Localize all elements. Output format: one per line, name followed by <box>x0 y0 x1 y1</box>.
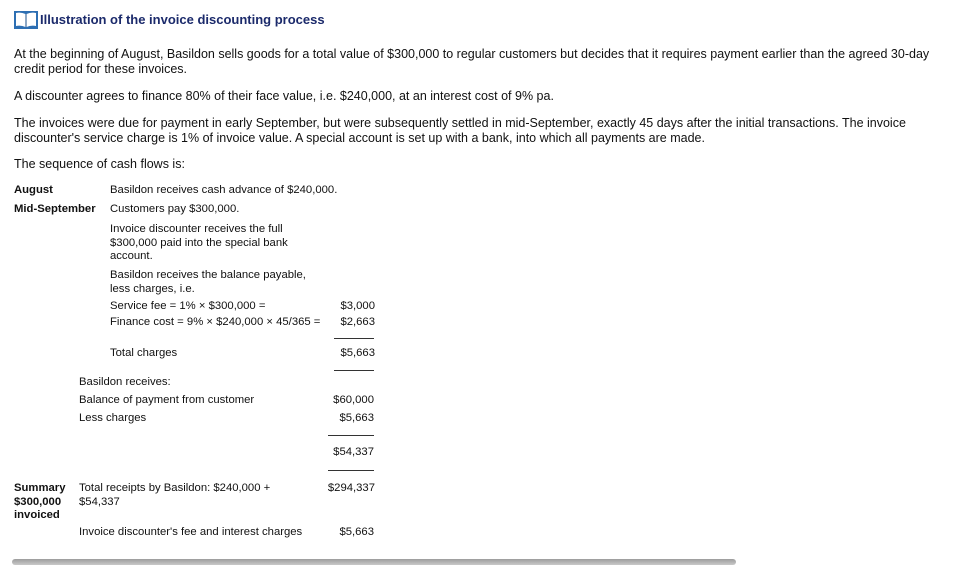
balance-payment-value: $60,000 <box>333 394 374 406</box>
total-receipts-label: Total receipts by Basildon: $240,000 + $54,337 <box>79 482 271 508</box>
balance-payable-text: Basildon receives the balance payable, less charges, i.e. <box>110 269 306 295</box>
settlement-paragraph: The invoices were due for payment in early September, but were subsequently settled in mid-September, exactly 45 days after the initial transactions. The invoice discounter's service charge is 1% of invoice value. A special account is set up with a bank, into which all payments are made. <box>14 116 906 145</box>
mid-september-label: Mid-September <box>14 203 96 215</box>
august-label: August <box>14 184 53 196</box>
cash-flow-intro: The sequence of cash flows is: <box>14 157 185 171</box>
subtotal-rule <box>334 338 374 339</box>
customers-pay-text: Customers pay $300,000. <box>110 203 240 215</box>
balance-payment-label: Balance of payment from customer <box>79 394 255 406</box>
total-rule <box>334 370 374 371</box>
section-title: Illustration of the invoice discounting process <box>40 12 325 27</box>
net-total-rule <box>328 470 374 471</box>
section-header <box>14 10 325 29</box>
intro-paragraph: At the beginning of August, Basildon sells goods for a total value of $300,000 to regular customers but decides that it requires payment earlier than the agreed 30-day credit period for these invoices. <box>14 47 930 76</box>
less-charges-value: $5,663 <box>339 412 374 424</box>
total-charges-value: $5,663 <box>340 347 375 359</box>
discounter-fee-label: Invoice discounter's fee and interest charges <box>79 526 303 538</box>
horizontal-scrollbar[interactable] <box>12 559 736 565</box>
less-charges-label: Less charges <box>79 412 147 424</box>
discounter-receives-text: Invoice discounter receives the full $300,000 paid into the special bank account. <box>110 223 288 262</box>
open-book-icon <box>14 10 38 29</box>
basildon-receives-heading: Basildon receives: <box>79 376 171 388</box>
total-charges-label: Total charges <box>110 347 178 359</box>
net-received-value: $54,337 <box>333 446 374 458</box>
discounter-fee-value: $5,663 <box>339 526 374 538</box>
service-fee-label: Service fee = 1% × $300,000 = <box>110 300 266 312</box>
finance-cost-label: Finance cost = 9% × $240,000 × 45/365 = <box>110 316 321 328</box>
summary-label: Summary $300,000 invoiced <box>14 482 66 521</box>
net-subtotal-rule <box>328 435 374 436</box>
service-fee-value: $3,000 <box>340 300 375 312</box>
total-receipts-value: $294,337 <box>327 482 375 494</box>
august-text: Basildon receives cash advance of $240,000. <box>110 184 338 196</box>
finance-cost-value: $2,663 <box>340 316 375 328</box>
discounter-terms-paragraph: A discounter agrees to finance 80% of their face value, i.e. $240,000, at an interest cost of 9% pa. <box>14 89 554 103</box>
